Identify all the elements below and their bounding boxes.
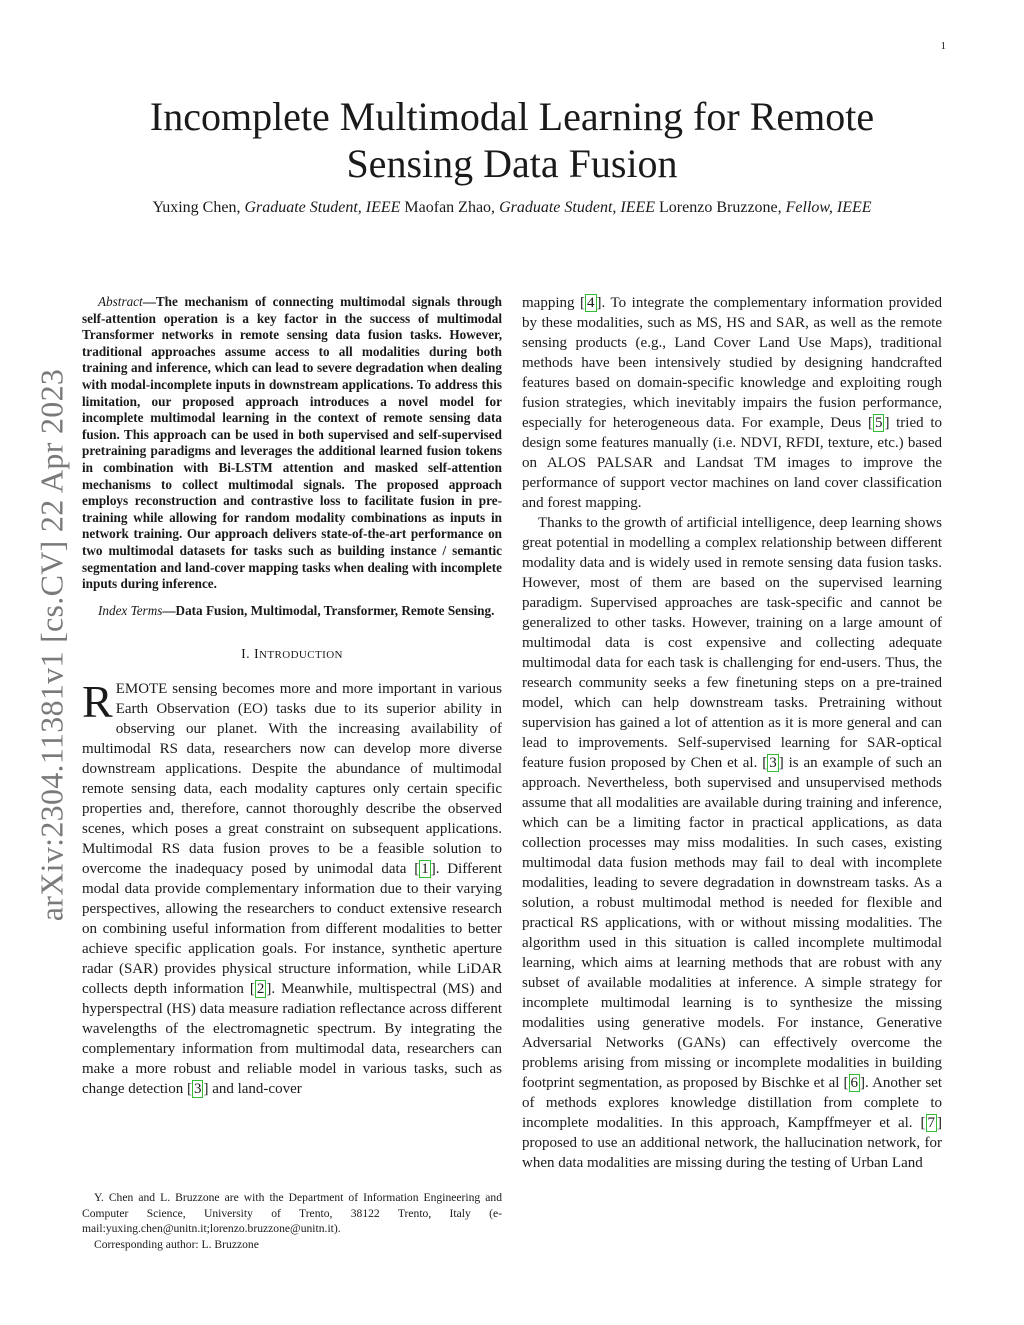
intro-text-2: . Different modal data provide complementary information due to their varying perspectives, allowing the researchers to conduct extensive research on combining useful information from different modalities to better achieve specific application goals. For instance, synthetic aperture radar (SAR) provides physical structure information, while LiDAR collects depth information bbox=[82, 861, 502, 998]
footnote-corresponding: Corresponding author: L. Bruzzone bbox=[94, 1237, 259, 1251]
section-number: I. bbox=[241, 647, 251, 663]
index-terms-label: Index Terms bbox=[98, 602, 163, 618]
index-terms bbox=[82, 603, 502, 620]
paper-title bbox=[84, 93, 940, 187]
intro-paragraph: REMOTE sensing becomes more and more important in various Earth Observation (EO) tasks due to its superior ability in observing our planet. With the increasing availability of multimodal RS data, researchers now can develop more diverse downstream applications. Despite the abundance of multimodal remote sensing data, each modality captures only certain specific properties and, therefore, cannot thoroughly describe the observed scenes, which poses a great constraint on subsequent applications. Multimodal RS data fusion proves to be a feasible solution to overcome the inadequacy posed by unimodal data [ 1 ]. Different modal data provide complementary information due to their varying perspectives, allowing the researchers to conduct extensive research on combining useful information from different modalities to better achieve specific application goals. For instance, synthetic aperture radar (SAR) provides physical structure information, while LiDAR collects depth information [ 2 ]. Meanwhile, multispectral (MS) and hyperspectral (HS) data measure radiation reflectance across different wavelengths of the electromagnetic spectrum. By integrating the complementary information from multimodal data, researchers can make a more robust and reliable model in various tasks, such as change detection [ 3 ] and land-cover bbox=[82, 676, 502, 1098]
section-title-initial: I bbox=[253, 647, 260, 663]
author-3-role: Fellow, IEEE bbox=[785, 199, 872, 216]
author-2-role: Graduate Student, IEEE bbox=[499, 199, 656, 216]
citation-link[interactable]: 7 bbox=[927, 1115, 935, 1131]
author-3: Lorenzo Bruzzone, bbox=[659, 199, 782, 216]
drop-cap: R bbox=[82, 676, 113, 728]
body-text: proposed to use an additional network, the hallucination network, for when data modalities are missing during the testing of Urban Land bbox=[522, 1135, 942, 1171]
citation-link[interactable]: 5 bbox=[874, 415, 883, 431]
abstract-label: Abstract bbox=[98, 294, 143, 309]
page-number: 1 bbox=[940, 40, 946, 52]
body-text: is an example of such an approach. Nevertheless, both supervised and unsupervised methods assume that all modalities are available during training and inference, which can be a limiting factor in practical applications, as data collection processes may miss modalities. In such cases, existing multimodal data fusion methods may fail to deal with incomplete modalities, leading to severe degradation in downstream tasks. As a solution, a robust multimodal method is needed for flexible and practical RS applications, with or without missing modalities. The algorithm used in this situation is called incomplete multimodal learning, which aims at learning methods that are robust with any subset of available modalities at inference. A simple strategy for incomplete multimodal learning is to synthesize the missing modalities using generative models. For instance, Generative Adversarial Networks (GANs) can effectively overcome the problems arising from missing or incomplete modalities in building footprint segmentation, as proposed by Bischke et al bbox=[522, 755, 943, 1091]
citation-link[interactable]: 3 bbox=[769, 755, 777, 771]
intro-text-1: EMOTE sensing becomes more and more important in various Earth Observation (EO) tasks due to its superior ability in observing our planet. With the increasing availability of multimodal RS data, researchers now can develop more diverse downstream applications. Despite the abundance of multimodal remote sensing data, each modality captures only certain specific properties and, therefore, cannot thoroughly describe the observed scenes, which poses a great constraint on subsequent applications. Multimodal RS data fusion proves to be a feasible solution to overcome the inadequacy posed by unimodal data bbox=[82, 681, 502, 878]
right-column bbox=[522, 293, 942, 1173]
citation-link[interactable]: 4 bbox=[587, 295, 595, 311]
footnote bbox=[82, 1190, 502, 1252]
body-text: . To integrate the complementary information provided by these modalities, such as MS, HS and SAR, as well as the remote sensing products (e.g., Land Cover Land Use Maps), traditional methods have been intensively studied by designing handcrafted features based on domain-specific knowledge and exploiting rough fusion strategies, which inevitably impairs the fusion performance, especially for heterogeneous data. For example, Deus bbox=[522, 295, 943, 431]
abstract-text: —The mechanism of connecting multimodal signals through self-attention operation is a key factor in the success of multimodal Transformer networks in remote sensing data fusion tasks. However, traditional approaches assume access to all modalities during both training and inference, which can lead to severe degradation when dealing with modal-incomplete inputs in downstream applications. To address this limitation, our proposed approach introduces a novel model for incomplete multimodal learning in the context of remote sensing data fusion. This approach can be used in both supervised and self-supervised pretraining paradigms and leverages the additional learned fusion tokens in combination with Bi-LSTM attention and masked self-attention mechanisms to collect multimodal signals. The proposed approach employs reconstruction and contrastive loss to facilitate fusion in pre-training while allowing for random modality combinations as inputs in network training. Our approach delivers state-of-the-art performance on two multimodal datasets for tasks such as building instance / semantic segmentation and land-cover mapping tasks when dealing with incomplete inputs during inference. bbox=[82, 294, 502, 592]
body-text: Thanks to the growth of artificial intelligence, deep learning shows great potential in modelling a complex relationship between different modality data and is widely used in remote sensing data fusion tasks. However, most of them are based on the supervised learning paradigm. Supervised approaches are task-specific and cannot be generalized to other tasks. However, training on a large amount of multimodal data is cost expensive and collecting adequate multimodal data for each task is challenging for end-users. Thus, the research community seeks a few finetuning steps on a pre-trained model, which can help downstream tasks. Pretraining without supervision has gained a lot of attention as it is more general and can lead to improvements. Self-supervised learning for SAR-optical feature fusion proposed by Chen et al. bbox=[522, 515, 942, 771]
author-2: Maofan Zhao, bbox=[404, 199, 496, 216]
citation-link[interactable]: 1 bbox=[421, 861, 429, 878]
body-text: mapping bbox=[522, 295, 581, 311]
abstract bbox=[82, 294, 502, 593]
footnote-affiliation: Y. Chen and L. Bruzzone are with the Department of Information Engineering and Computer Science, University of Trento, 38122 Trento, Italy (e-mail:yuxing.chen@unitn.it;lorenzo.bruzzone@unitn.it). bbox=[82, 1191, 502, 1236]
left-column bbox=[82, 294, 502, 1099]
citation-link[interactable]: 6 bbox=[850, 1075, 859, 1091]
arxiv-stamp bbox=[32, 350, 72, 940]
body-paragraph-1: mapping [ 4 ]. To integrate the complementary information provided by these modalities, such as MS, HS and SAR, as well as the remote sensing products (e.g., Land Cover Land Use Maps), traditional methods have been intensively studied by designing handcrafted features based on domain-specific knowledge and exploiting rough fusion strategies, which inevitably impairs the fusion performance, especially for heterogeneous data. For example, Deus [ 5 ] tried to design some features manually (i.e. NDVI, RFDI, texture, etc.) based on ALOS PALSAR and Landsat TM images to improve the performance of support vector machines on land cover classification and forest mapping. bbox=[522, 295, 943, 511]
intro-text-3: . Meanwhile, multispectral (MS) and hyperspectral (HS) data measure radiation reflectance across different wavelengths of the electromagnetic spectrum. By integrating the complementary information from multimodal data, researchers can make a more robust and reliable model in various tasks, such as change detection bbox=[82, 981, 502, 1098]
body-paragraph-2: Thanks to the growth of artificial intelligence, deep learning shows great potential in modelling a complex relationship between different modality data and is widely used in remote sensing data fusion tasks. However, most of them are based on the supervised learning paradigm. Supervised approaches are task-specific and cannot be generalized to other tasks. However, training on a large amount of multimodal data is cost expensive and collecting adequate multimodal data for each task is challenging for end-users. Thus, the research community seeks a few finetuning steps on a pre-trained model, which can help downstream tasks. Pretraining without supervision has gained a lot of attention as it is more general and can lead to improvements. Self-supervised learning for SAR-optical feature fusion proposed by Chen et al. [ 3 ] is an example of such an approach. Nevertheless, both supervised and unsupervised methods assume that all modalities are available during training and inference, which can be a limiting factor in practical applications, as data collection processes may miss modalities. In such cases, existing multimodal data fusion methods may fail to deal with incomplete modalities, leading to severe degradation in downstream tasks. As a solution, a robust multimodal method is needed for flexible and practical RS applications, with or without missing modalities. The algorithm used in this situation is called incomplete multimodal learning, which aims at learning methods that are robust with any subset of available modalities at inference. A simple strategy for incomplete multimodal learning is to synthesize the missing modalities using generative models. For instance, Generative Adversarial Networks (GANs) can effectively overcome the problems arising from missing or incomplete modalities in building footprint segmentation, as proposed by Bischke et al [ 6 ]. Another set of methods explores knowledge distillation from complete to incomplete modalities. In this approach, Kampffmeyer et al. [ 7 ] proposed to use an additional network, the hallucination network, for when data modalities are missing during the testing of Urban Land bbox=[522, 515, 943, 1171]
intro-text-4: and land-cover bbox=[208, 1081, 302, 1098]
author-1-role: Graduate Student, IEEE bbox=[244, 199, 401, 216]
section-heading bbox=[82, 645, 502, 665]
index-terms-text: —Data Fusion, Multimodal, Transformer, Remote Sensing. bbox=[162, 602, 495, 618]
title-line-2: Sensing Data Fusion bbox=[346, 141, 678, 186]
author-1: Yuxing Chen, bbox=[152, 199, 241, 216]
arxiv-stamp-text: arXiv:2304.11381v1 [cs.CV] 22 Apr 2023 bbox=[33, 368, 70, 922]
author-line bbox=[60, 199, 964, 217]
title-line-1: Incomplete Multimodal Learning for Remote bbox=[149, 94, 875, 139]
body-text: tried to design some features manually (i.e. NDVI, RFDI, texture, etc.) based on ALOS PALSAR and Landsat TM images to improve the performance of support vector machines on land cover classification and forest mapping. bbox=[522, 415, 942, 511]
section-title-rest: NTRODUCTION bbox=[259, 649, 343, 662]
body-text: . Another set of methods explores knowledge distillation from complete to incomplete modalities. In this approach, Kampffmeyer et al. bbox=[522, 1075, 942, 1131]
citation-link[interactable]: 2 bbox=[256, 981, 265, 998]
citation-link[interactable]: 3 bbox=[193, 1081, 202, 1098]
